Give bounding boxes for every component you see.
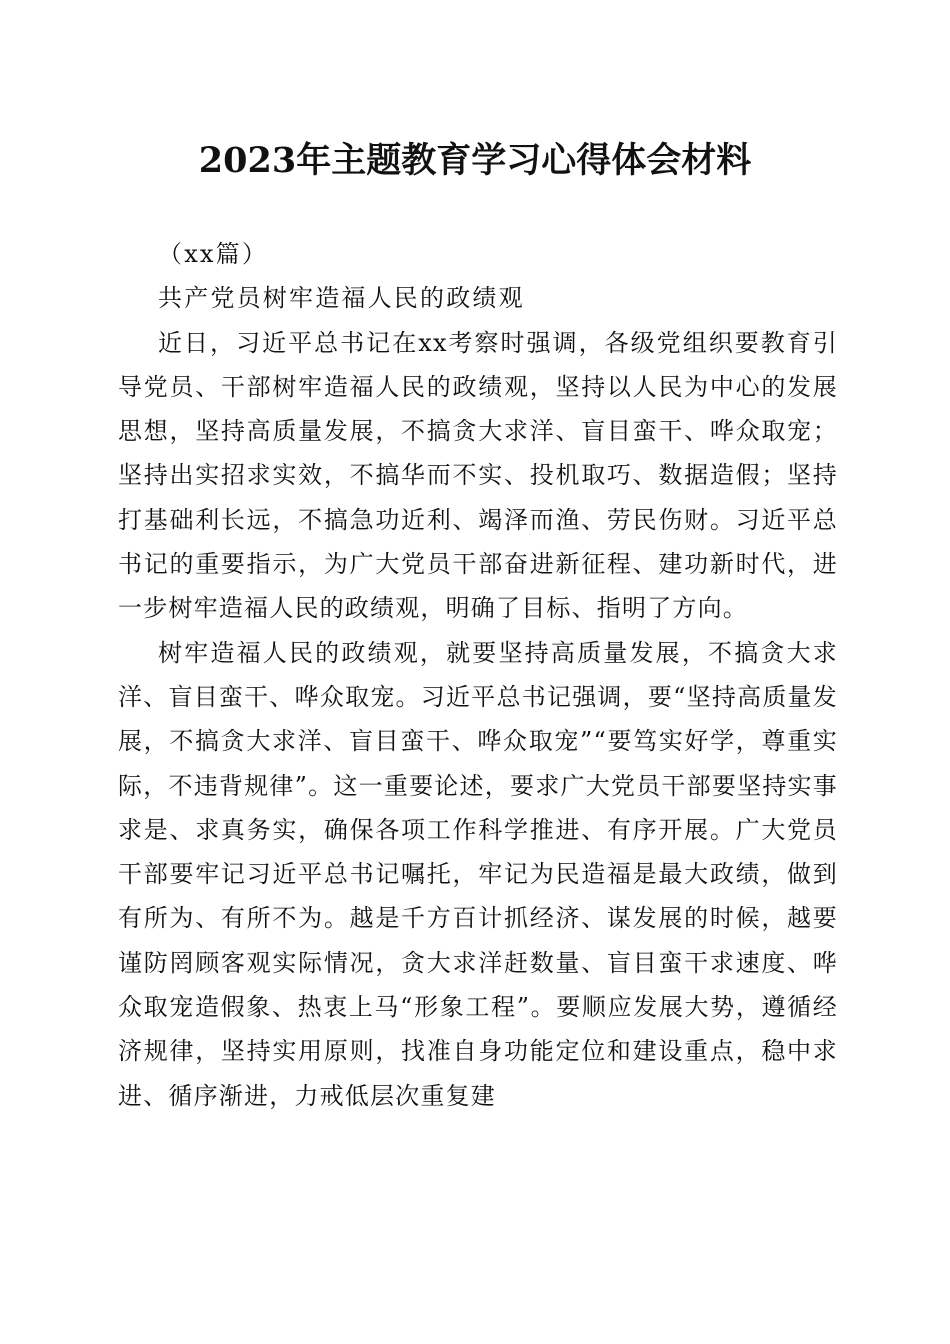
section-label: （xx篇）	[158, 240, 269, 268]
document-title: 2023年主题教育学习心得体会材料	[198, 140, 752, 181]
paragraph-2: 树牢造福人民的政绩观，就要坚持高质量发展，不搞贪大求洋、盲目蛮干、哗众取宠。习近平总书记强调，要“坚持高质量发展，不搞贪大求洋、盲目蛮干、哗众取宠”“要笃实好学，尊重实际，不违背规律”。这一重要论述，要求广大党员干部要坚持实事求是、求真务实，确保各项工作科学推进、有序开展。广大党员干部要牢记习近平总书记嘱托，牢记为民造福是最大政绩，做到有所为、有所不为。越是千方百计抓经济、谋发展的时候，越要谨防罔顾客观实际情况，贪大求洋赶数量、盲目蛮干求速度、哗众取宠造假象、热衷上马“形象工程”。要顺应发展大势，遵循经济规律，坚持实用原则，找准自身功能定位和建设重点，稳中求进、循序渐进，力戒低层次重复建	[118, 638, 838, 1110]
document-body	[118, 232, 838, 1118]
paragraph-1: 近日，习近平总书记在xx考察时强调，各级党组织要教育引导党员、干部树牢造福人民的政绩观，坚持以人民为中心的发展思想，坚持高质量发展，不搞贪大求洋、盲目蛮干、哗众取宠；坚持出实招求实效，不搞华而不实、投机取巧、数据造假；坚持打基础利长远，不搞急功近利、竭泽而渔、劳民伤财。习近平总书记的重要指示，为广大党员干部奋进新征程、建功新时代，进一步树牢造福人民的政绩观，明确了目标、指明了方向。	[118, 328, 838, 623]
article-subtitle: 共产党员树牢造福人民的政绩观	[158, 284, 525, 313]
